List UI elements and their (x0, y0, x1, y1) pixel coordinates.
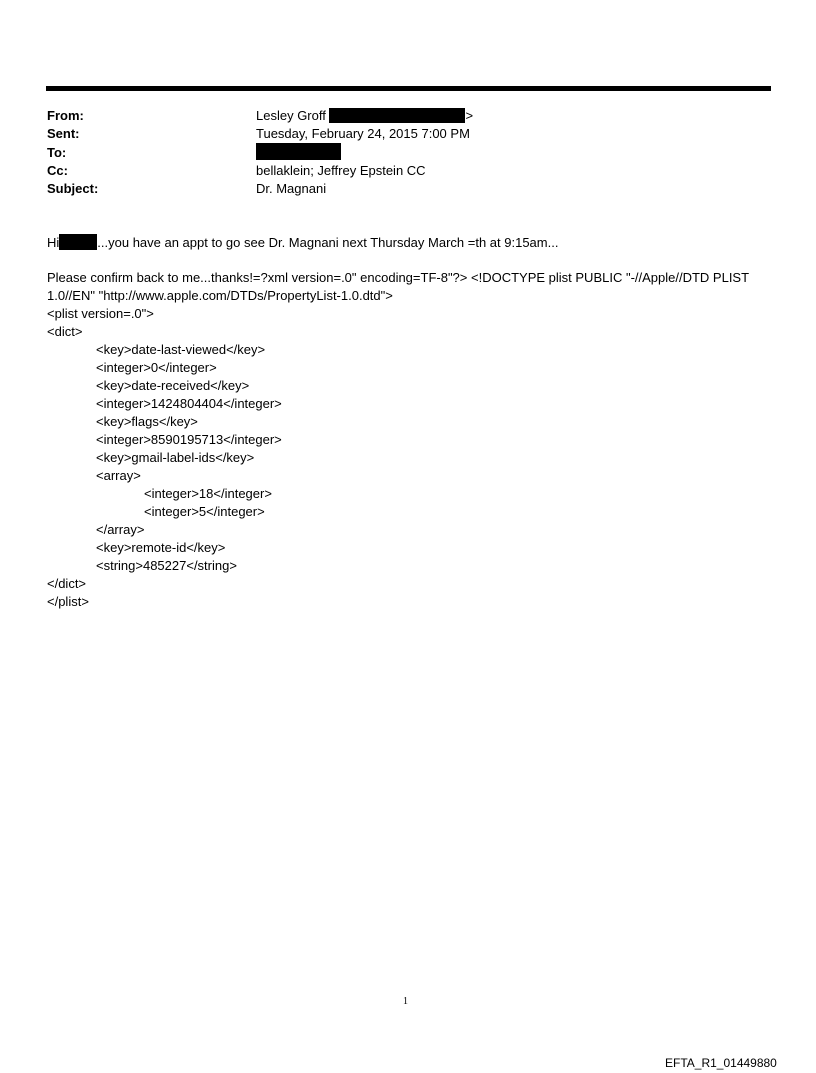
code-line: <plist version=.0"> (47, 306, 154, 321)
redaction-box (256, 143, 341, 160)
redaction-box (329, 108, 465, 123)
cc-label: Cc: (47, 163, 68, 178)
greeting: Hi (47, 235, 60, 250)
code-line: <key>date-received</key> (96, 378, 250, 393)
code-line: <dict> (47, 324, 83, 339)
to-label: To: (47, 145, 67, 160)
code-line: <integer>18</integer> (144, 486, 272, 501)
code-line: </dict> (47, 576, 87, 591)
body-line: 1.0//EN" "http://www.apple.com/DTDs/PropertyList-1.0.dtd"> (47, 288, 393, 303)
from-name: Lesley Groff (256, 108, 326, 123)
from-suffix: > (465, 108, 474, 123)
sent-value: Tuesday, February 24, 2015 7:00 PM (256, 126, 470, 141)
subject-label: Subject: (47, 181, 99, 196)
code-line: <string>485227</string> (96, 558, 237, 573)
subject-value: Dr. Magnani (256, 181, 327, 196)
from-label: From: (47, 108, 84, 123)
sent-label: Sent: (47, 126, 80, 141)
code-line: <key>gmail-label-ids</key> (96, 450, 255, 465)
redaction-box (59, 234, 97, 250)
code-line: <key>flags</key> (96, 414, 198, 429)
code-line: <integer>8590195713</integer> (96, 432, 282, 447)
cc-value: bellaklein; Jeffrey Epstein CC (256, 163, 426, 178)
from-value (256, 108, 473, 123)
code-line: <key>remote-id</key> (96, 540, 226, 555)
body-line: Please confirm back to me...thanks!=?xml version=.0" encoding=TF-8"?> <!DOCTYPE plist PUBLIC "-//Apple//DTD PLIST (47, 270, 750, 285)
code-line: <integer>0</integer> (96, 360, 217, 375)
to-value (256, 143, 341, 163)
code-line: <array> (96, 468, 141, 483)
header-rule (46, 86, 771, 91)
code-line: <integer>5</integer> (144, 504, 265, 519)
code-line: </plist> (47, 594, 89, 609)
page-number: 1 (403, 996, 408, 1007)
greeting-line (47, 234, 558, 250)
code-line: </array> (96, 522, 145, 537)
code-line: <integer>1424804404</integer> (96, 396, 282, 411)
greeting-rest: ...you have an appt to go see Dr. Magnani next Thursday March =th at 9:15am... (97, 235, 559, 250)
document-id: EFTA_R1_01449880 (665, 1056, 777, 1070)
code-line: <key>date-last-viewed</key> (96, 342, 266, 357)
